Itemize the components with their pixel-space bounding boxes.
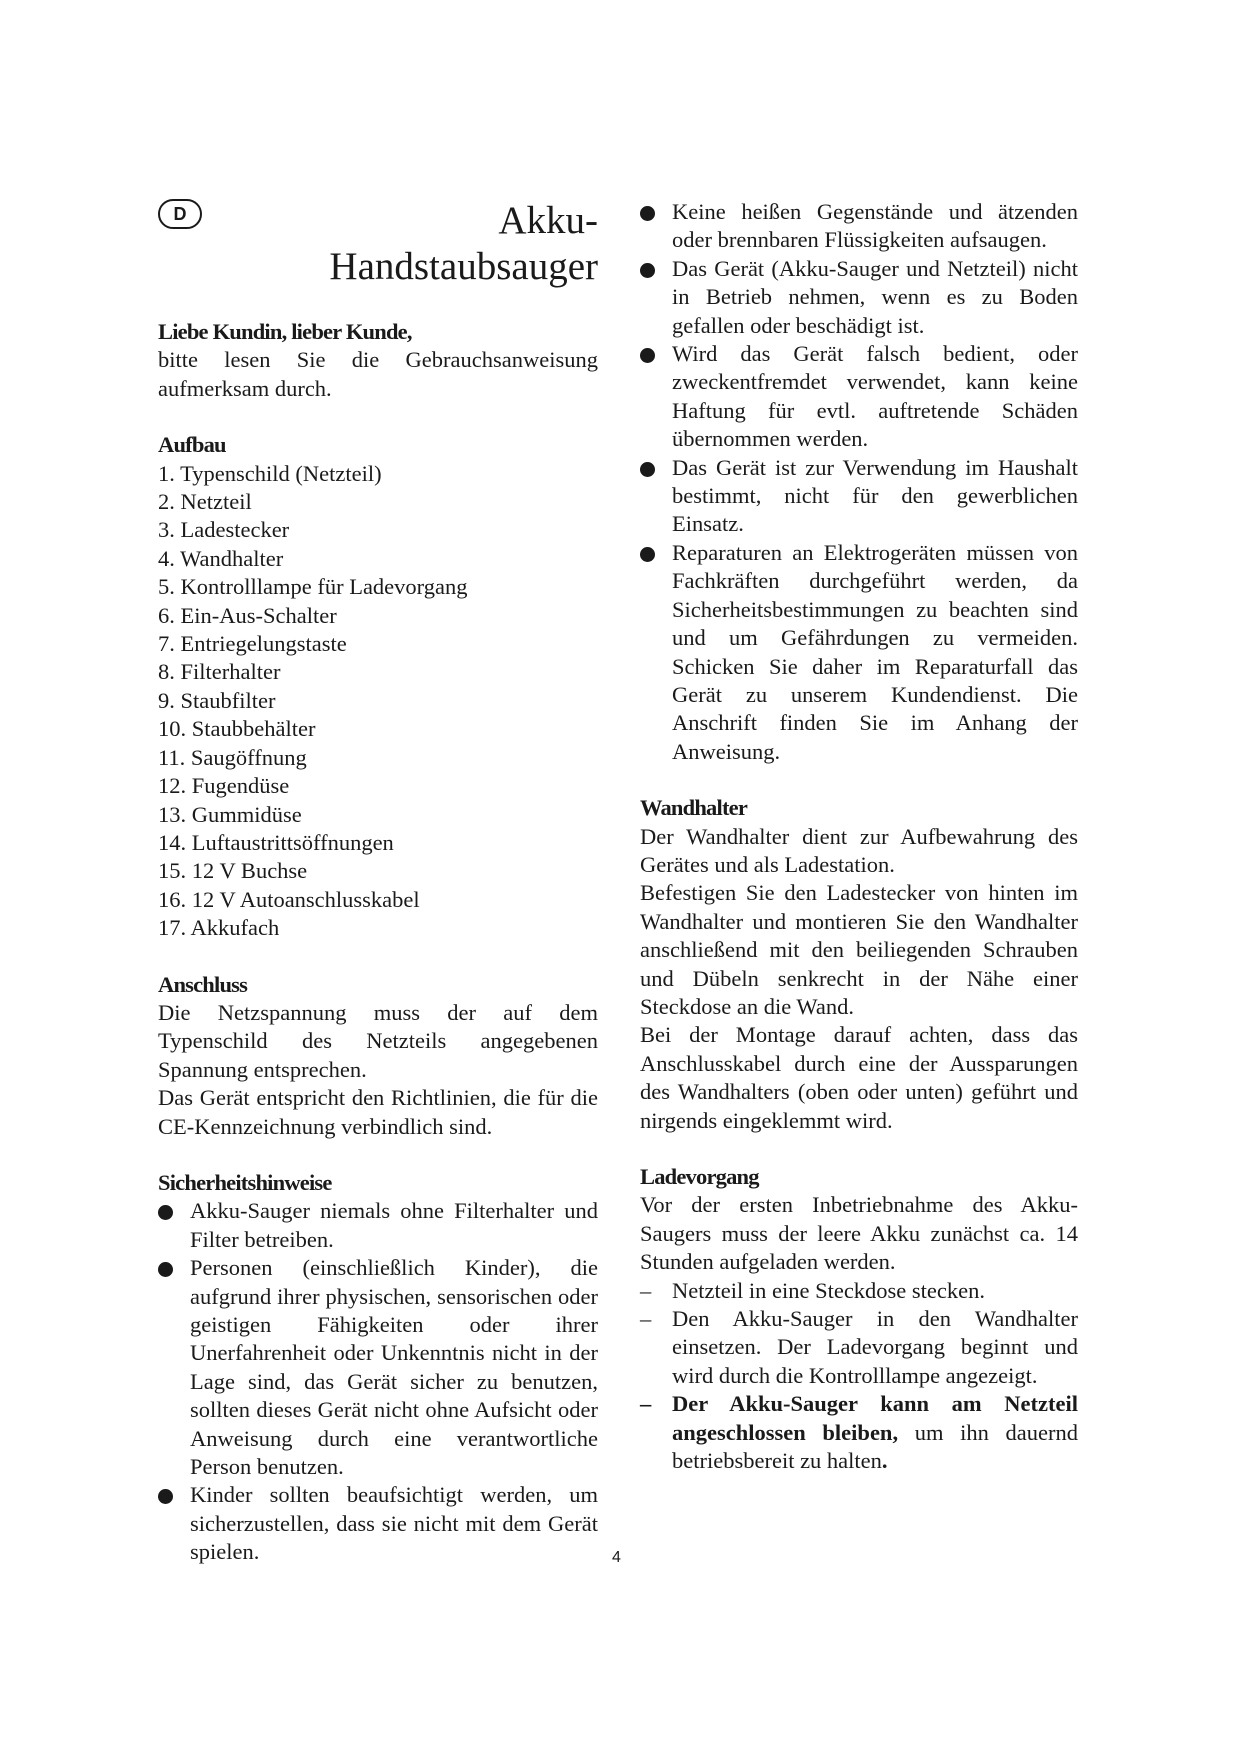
left-column — [158, 198, 598, 1567]
ladevorgang-paragraph: Vor der ersten Inbetriebnahme des Akku-Saugers muss der leere Akku zunächst ca. 14 Stunden aufgeladen werden. — [640, 1192, 1078, 1275]
title-line-1: Akku- — [498, 199, 598, 242]
list-item: – Den Akku-Sauger in den Wandhalter einsetzen. Der Ladevorgang beginnt und wird durch die Kontrolllampe angezeigt. — [640, 1306, 1078, 1388]
page-number: 4 — [612, 1549, 621, 1566]
bullet-icon — [640, 462, 655, 477]
document-header — [158, 198, 598, 294]
wandhalter-paragraph-2: Befestigen Sie den Ladestecker von hinten im Wandhalter und montieren Sie den Wandhalter anschließend mit den beiliegenden Schrauben und Dübeln senkrecht in der Nähe einer Steckdose an die Wand. — [640, 880, 1078, 1019]
list-item: 1. Typenschild (Netzteil) — [158, 460, 382, 486]
bullet-icon — [158, 1262, 173, 1277]
list-item: 5. Kontrolllampe für Ladevorgang — [158, 574, 468, 600]
wandhalter-paragraph-3: Bei der Montage darauf achten, dass das Anschlusskabel durch eine der Aussparungen des Wandhalters (oben oder unten) geführt und nirgends eingeklemmt wird. — [640, 1022, 1078, 1133]
sicherheit-heading: Sicherheitshinweise — [158, 1169, 332, 1195]
list-item: 2. Netzteil — [158, 489, 252, 515]
list-item: 10. Staubbehälter — [158, 716, 316, 742]
list-item: 11. Saugöffnung — [158, 744, 307, 770]
list-item: Wird das Gerät falsch bedient, oder zweckentfremdet verwendet, kann keine Haftung für evtl. auftretende Schäden übernommen werden. — [640, 340, 1078, 454]
list-item: Kinder sollten beaufsichtigt werden, um sicherzustellen, dass sie nicht mit dem Gerät spielen. — [158, 1481, 598, 1566]
dash-icon: – — [640, 1391, 652, 1417]
wandhalter-heading: Wandhalter — [640, 795, 748, 821]
aufbau-heading: Aufbau — [158, 432, 226, 458]
charging-steps — [640, 1277, 1078, 1476]
safety-list-left — [158, 1197, 598, 1566]
list-item: – Der Akku-Sauger kann am Netzteil angeschlossen bleiben, um ihn dauernd betriebsbereit zu halten. — [640, 1391, 1079, 1474]
safety-list-right — [640, 198, 1078, 766]
list-item: 17. Akkufach — [158, 915, 280, 941]
list-item: 3. Ladestecker — [158, 517, 290, 543]
dash-icon: – — [640, 1306, 652, 1332]
bullet-icon — [640, 547, 655, 562]
bullet-icon — [640, 348, 655, 363]
bullet-icon — [158, 1489, 173, 1504]
anschluss-paragraph-1: Die Netzspannung muss der auf dem Typenschild des Netzteils angegebenen Spannung entsprechen. — [158, 999, 598, 1082]
list-item: 16. 12 V Autoanschlusskabel — [158, 886, 420, 912]
intro-text: bitte lesen Sie die Gebrauchsanweisung aufmerksam durch. — [158, 347, 598, 401]
bold-note: Der Akku-Sauger kann am Netzteil angeschlossen bleiben, — [672, 1391, 1078, 1445]
list-item: Keine heißen Gegenstände und ätzenden oder brennbaren Flüssigkeiten aufsaugen. — [640, 198, 1078, 255]
list-item: 13. Gummidüse — [158, 801, 302, 827]
list-item: Reparaturen an Elektrogeräten müssen von Fachkräften durchgeführt werden, da Sicherheitsbestimmungen zu beachten sind und um Gefährdungen zu vermeiden. Schicken Sie daher im Reparaturfall das Gerät zu unserem Kundendienst. Die Anschrift finden Sie im Anhang der Anweisung. — [640, 539, 1078, 766]
list-item: Das Gerät (Akku-Sauger und Netzteil) nicht in Betrieb nehmen, wenn es zu Boden gefallen oder beschädigt ist. — [640, 255, 1078, 340]
list-item: 14. Luftaustrittsöffnungen — [158, 829, 394, 855]
list-item: 7. Entriegelungstaste — [158, 631, 347, 657]
document-title — [329, 198, 598, 290]
ladevorgang-heading: Ladevorgang — [640, 1164, 759, 1189]
bullet-icon — [158, 1205, 173, 1220]
anschluss-paragraph-2: Das Gerät entspricht den Richtlinien, die für die CE-Kennzeichnung verbindlich sind. — [158, 1085, 598, 1139]
bullet-icon — [640, 263, 655, 278]
list-item: 12. Fugendüse — [158, 773, 290, 799]
anschluss-heading: Anschluss — [158, 971, 248, 997]
parts-list — [158, 460, 598, 943]
bullet-icon — [640, 206, 655, 221]
list-item: 9. Staubfilter — [158, 687, 276, 713]
wandhalter-paragraph-1: Der Wandhalter dient zur Aufbewahrung des Gerätes und als Ladestation. — [640, 823, 1078, 877]
list-item: 4. Wandhalter — [158, 545, 284, 571]
list-item: 8. Filterhalter — [158, 659, 281, 685]
right-column — [640, 198, 1078, 1475]
list-item: – Netzteil in eine Steckdose stecken. — [640, 1277, 1078, 1305]
list-item: 15. 12 V Buchse — [158, 858, 308, 884]
language-badge: D — [158, 199, 202, 229]
salutation: Liebe Kundin, lieber Kunde, — [158, 319, 412, 344]
dash-icon: – — [640, 1277, 652, 1303]
list-item: Das Gerät ist zur Verwendung im Haushalt bestimmt, nicht für den gewerblichen Einsatz. — [640, 454, 1078, 539]
list-item: Personen (einschließlich Kinder), die aufgrund ihrer physischen, sensorischen oder geistigen Fähigkeiten oder ihrer Unerfahrenheit oder Unkenntnis nicht in der Lage sind, das Gerät sicher zu benutzen, sollten dieses Gerät nicht ohne Aufsicht oder Anweisung durch eine verantwortliche Person benutzen. — [158, 1254, 598, 1481]
list-item: Akku-Sauger niemals ohne Filterhalter und Filter betreiben. — [158, 1197, 598, 1254]
list-item: 6. Ein-Aus-Schalter — [158, 602, 337, 628]
title-line-2: Handstaubsauger — [329, 245, 598, 288]
